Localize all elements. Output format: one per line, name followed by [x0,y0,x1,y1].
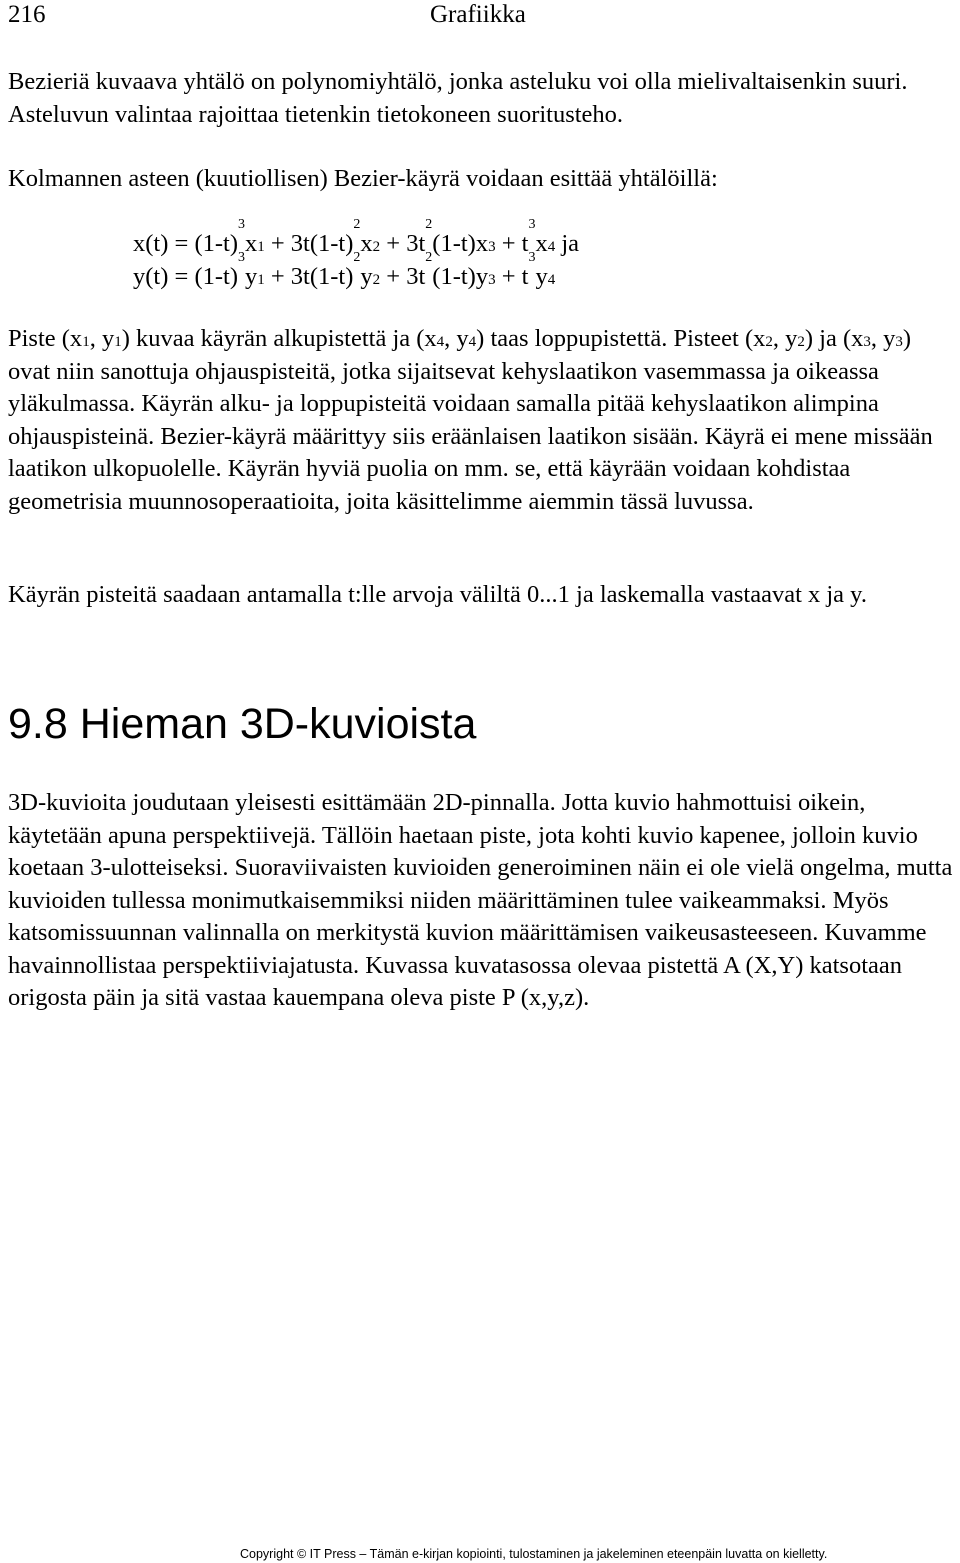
section-paragraph: 3D-kuvioita joudutaan yleisesti esittämään 2D-pinnalla. Jotta kuvio hahmottuisi oikein, käytetään apuna perspektiivejä. Tällöin haetaan piste, jota kohti kuvio kapenee, jolloin kuvio koetaan 3-ulotteiseksi. Suoraviivaisten kuvioiden generoiminen näin ei ole vielä ongelma, mutta kuvioiden tullessa monimutkaisemmiksi niiden määrittäminen tulee vaikeammaksi. Myös katsomissuunnan valinnalla on merkitystä kuvion määrittämisen vaikeusasteeseen. Kuvamme havainnollistaa perspektiiviajatusta. Kuvassa kuvatasossa olevaa pistettä A (X,Y) katsotaan origosta päin ja sitä vastaa kauempana oleva piste P (x,y,z). [8,789,953,1011]
intro-paragraph: Bezieriä kuvaava yhtälö on polynomiyhtälö, jonka asteluku voi olla mielivaltaisenkin suuri. Asteluvun valintaa rajoittaa tietenkin tietokoneen suoritusteho. [8,68,908,128]
copyright-footer: Copyright © IT Press – Tämän e-kirjan kopiointi, tulostaminen ja jakeleminen eteenpäin luvatta on kielletty. [240,1547,828,1561]
page-number: 216 [8,1,46,28]
running-title: Grafiikka [430,1,526,28]
y-equation: $y(t) = (1-t)^3y1 + 3t(1-t)^2y2 + 3t^2(1-t)y3 + t^3y4$ [133,250,556,290]
points-calc-paragraph: Käyrän pisteitä saadaan antamalla t:lle arvoja väliltä 0...1 ja laskemalla vastaavat x ja y. [8,581,867,608]
points-paragraph: Piste (x1, y1) kuvaa käyrän alkupistettä ja (x4, y4) taas loppupistettä. Pisteet (x2, y2) ja (x3, y3) ovat niin sanottuja ohjauspisteitä, jotka sijaitsevat kehyslaatikon vasemmassa ja oikeassa yläkulmassa. Käyrän alku- ja loppupisteitä voidaan samalla pitää kehyslaatikon alimpina ohjauspisteinä. Bezier-käyrä määrittyy siis eräänlaisen laatikon sisään. Käyrä ei mene missään laatikon ulkopuolelle. Käyrän hyviä puolia on mm. se, että käyrään voidaan kohdistaa geometrisia muunnosoperaatioita, joita käsittelimme aiemmin tässä luvussa. [8,325,933,515]
section-heading: 9.8 Hieman 3D-kuvioista [8,700,477,748]
cubic-intro-paragraph: Kolmannen asteen (kuutiollisen) Bezier-käyrä voidaan esittää yhtälöillä: [8,165,718,192]
x-equation: $x(t) = (1-t)^3x1 + 3t(1-t)^2x2 + 3t^2(1-t)x3 + t^3x4$ ja [133,217,580,257]
